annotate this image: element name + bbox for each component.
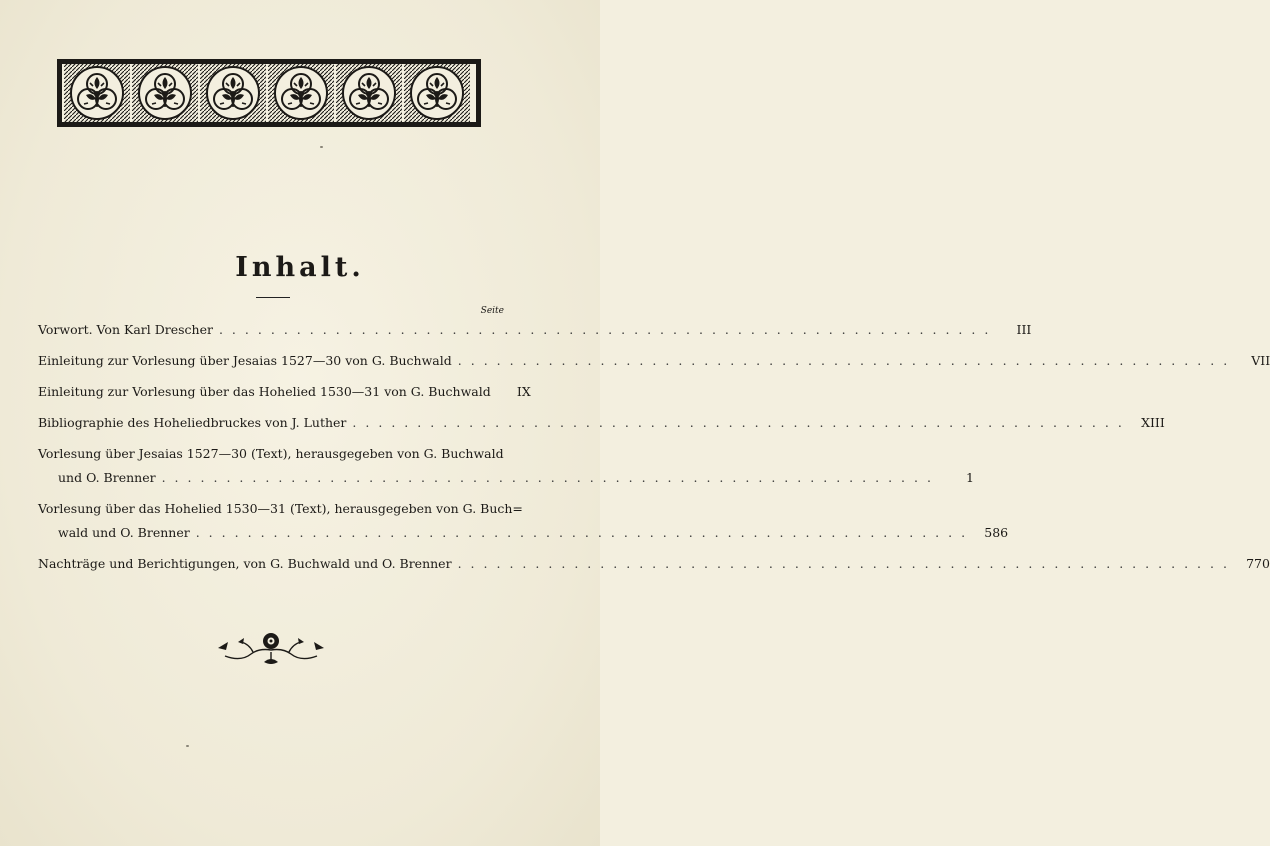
- toc-entry: [38, 442, 974, 490]
- toc-page-number: 586: [984, 525, 1009, 540]
- toc-entry-line: [38, 380, 531, 404]
- toc-page-number: III: [1016, 322, 1032, 337]
- toc-entry-text: Bibliographie des Hoheliedbruckes von J. Luther: [38, 415, 347, 430]
- dot-leader: ............................................................: [218, 322, 998, 337]
- toc-entry: [38, 497, 1009, 545]
- toc-entry-text: Vorlesung über das Hohelied 1530—31 (Text), herausgegeben von G. Buch=: [38, 501, 523, 516]
- toc-entry-text: Vorwort. Von Karl Drescher: [38, 322, 213, 337]
- dot-leader: ............................................................: [161, 470, 940, 485]
- toc-entry: [38, 380, 531, 404]
- toc-entry-line: [38, 497, 523, 521]
- toc-entry-text: Einleitung zur Vorlesung über das Hohelied 1530—31 von G. Buchwald: [38, 384, 491, 399]
- toc-entry-line: [38, 521, 1009, 545]
- dot-leader: ............................................................: [352, 415, 1131, 430]
- toc-page-number: XIII: [1141, 415, 1165, 430]
- toc-page-number: VII: [1251, 353, 1270, 368]
- paper-speck: [320, 146, 323, 148]
- toc-entry-line: [38, 466, 974, 490]
- toc-entry-text: Einleitung zur Vorlesung über Jesaias 1527—30 von G. Buchwald: [38, 353, 452, 368]
- toc-entry-line: [38, 442, 504, 466]
- paper-speck: [186, 745, 189, 747]
- toc-entry-text: Vorlesung über Jesaias 1527—30 (Text), herausgegeben von G. Buchwald: [38, 446, 504, 461]
- toc-entry-line: [38, 349, 1270, 373]
- toc-page-number: 770: [1246, 556, 1270, 571]
- toc-entry-text: Nachträge und Berichtigungen, von G. Buchwald und O. Brenner: [38, 556, 452, 571]
- toc-page-number: IX: [516, 384, 531, 399]
- toc-entry-text: wald und O. Brenner: [58, 525, 190, 540]
- toc-entry: [38, 349, 1270, 373]
- rose-vignette-ornament: [208, 628, 334, 668]
- dot-leader: ............................................................: [195, 525, 975, 540]
- toc-page-number: 1: [966, 470, 974, 485]
- contents-title: Inhalt.: [235, 252, 365, 283]
- title-underline: [256, 297, 290, 298]
- toc-entry: [38, 318, 1032, 342]
- dot-leader: ............................................................: [457, 353, 1237, 368]
- page-column-label: Seite: [480, 306, 504, 316]
- toc-entry: [38, 552, 1270, 576]
- toc-entry-text: und O. Brenner: [58, 470, 156, 485]
- toc-entry-line: [38, 552, 1270, 576]
- table-of-contents: [38, 318, 1270, 583]
- trefoil-ornament-banner: [56, 58, 482, 128]
- dot-leader: ............................................................: [457, 556, 1236, 571]
- toc-entry-line: [38, 411, 1165, 435]
- toc-entry: [38, 411, 1165, 435]
- toc-entry-line: [38, 318, 1032, 342]
